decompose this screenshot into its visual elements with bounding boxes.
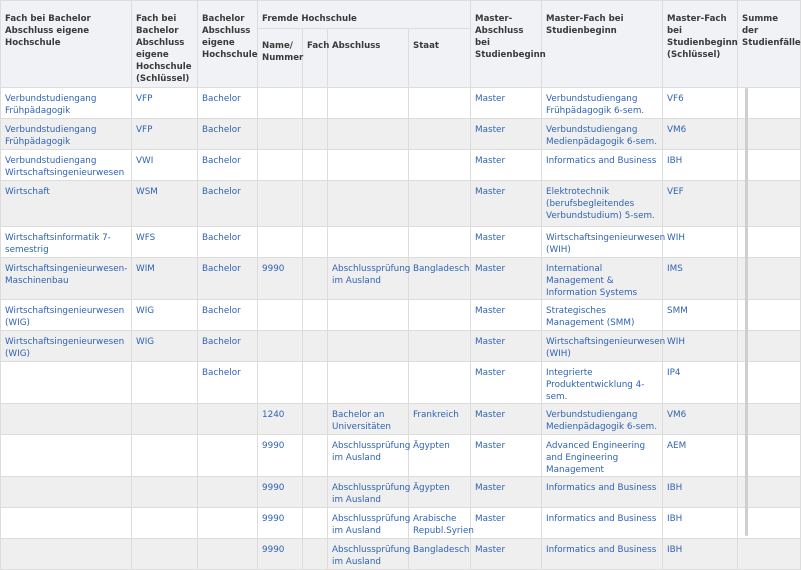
cell-fremde-fach [303,300,328,331]
cell-fach: Verbundstudiengang Frühpädagogik [1,88,132,119]
cell-master-fach: Informatics and Business [542,508,663,539]
cell-bachelor [198,539,258,570]
cell-master-abschluss: Master [471,435,542,477]
cell-fremde-staat [409,181,471,227]
table-row[interactable] [1,258,801,300]
cell-master-fach-schluessel: VM6 [663,119,738,150]
cell-bachelor: Bachelor [198,119,258,150]
cell-fremde-fach [303,88,328,119]
cell-master-abschluss: Master [471,539,542,570]
cell-fremde-name: 9990 [258,477,303,508]
cell-fach-schluessel [132,539,198,570]
cell-master-fach-schluessel: IP4 [663,362,738,404]
col-header-master-fach[interactable]: Master-Fach bei Studienbeginn [542,1,663,88]
cell-fach: Wirtschaftsingenieurwesen (WIG) [1,300,132,331]
cell-fach: Wirtschaft [1,181,132,227]
cell-master-abschluss: Master [471,88,542,119]
cell-fach-schluessel [132,404,198,435]
cell-fremde-staat [409,227,471,258]
cell-fremde-staat [409,300,471,331]
cell-master-fach: Informatics and Business [542,539,663,570]
cell-bachelor: Bachelor [198,181,258,227]
cell-master-abschluss: Master [471,331,542,362]
cell-master-fach-schluessel: AEM [663,435,738,477]
table-row[interactable] [1,227,801,258]
cell-fremde-name: 9990 [258,508,303,539]
cell-fach-schluessel: WSM [132,181,198,227]
cell-master-abschluss: Master [471,508,542,539]
cell-fach: Verbundstudiengang Frühpädagogik [1,119,132,150]
cell-fach [1,477,132,508]
cell-fach: Wirtschaftsingenieurwesen-Maschinenbau [1,258,132,300]
cell-fremde-staat [409,362,471,404]
cell-fach: Verbundstudiengang Wirtschaftsingenieurwesen [1,150,132,181]
cell-fremde-name: 1240 [258,404,303,435]
cell-master-abschluss: Master [471,258,542,300]
cell-fremde-name [258,362,303,404]
cell-fach-schluessel: WFS [132,227,198,258]
cell-fremde-fach [303,508,328,539]
cell-fremde-name [258,227,303,258]
table-header [1,1,801,88]
cell-master-fach: Informatics and Business [542,150,663,181]
cell-master-fach: Strategisches Management (SMM) [542,300,663,331]
cell-master-fach-schluessel: WIH [663,331,738,362]
table-row[interactable] [1,331,801,362]
cell-fach-schluessel: VWI [132,150,198,181]
cell-bachelor [198,508,258,539]
cell-bachelor [198,435,258,477]
cell-fremde-staat [409,88,471,119]
cell-master-fach-schluessel: WIH [663,227,738,258]
cell-fremde-fach [303,258,328,300]
table-row[interactable] [1,300,801,331]
col-header-fremde-fach[interactable]: Fach [303,29,328,88]
cell-fremde-fach [303,435,328,477]
cell-master-fach-schluessel: IBH [663,477,738,508]
cell-master-fach: Verbundstudiengang Medienpädagogik 6-sem. [542,119,663,150]
cell-fremde-abschluss: Abschlussprüfung im Ausland [328,258,409,300]
cell-fremde-name: 9990 [258,435,303,477]
cell-master-fach: Wirtschaftsingenieurwesen (WIH) [542,227,663,258]
cell-fremde-abschluss [328,300,409,331]
cell-master-abschluss: Master [471,227,542,258]
cell-master-abschluss: Master [471,300,542,331]
cell-fach: Wirtschaftsingenieurwesen (WIG) [1,331,132,362]
cell-fremde-name [258,331,303,362]
col-header-fach-schluessel[interactable]: Fach bei Bachelor Abschluss eigene Hochschule (Schlüssel) [132,1,198,88]
cell-fach-schluessel [132,362,198,404]
cell-fremde-abschluss [328,88,409,119]
cell-fach-schluessel: WIG [132,300,198,331]
cell-master-abschluss: Master [471,150,542,181]
col-group-fremde-hochschule: Fremde Hochschule [258,1,471,29]
cell-bachelor: Bachelor [198,300,258,331]
table-body [1,88,801,570]
cell-fach [1,435,132,477]
cell-master-fach: International Management & Information Systems [542,258,663,300]
cell-master-fach-schluessel: SMM [663,300,738,331]
cell-fremde-abschluss [328,227,409,258]
col-header-fach-bachelor[interactable]: Fach bei Bachelor Abschluss eigene Hochschule [1,1,132,88]
cell-summe [738,539,801,570]
cell-fremde-staat: Bangladesch [409,539,471,570]
cell-fremde-name [258,119,303,150]
table-row[interactable] [1,477,801,508]
cell-fremde-staat [409,119,471,150]
cell-master-fach: Advanced Engineering and Engineering Management [542,435,663,477]
cell-fach [1,508,132,539]
cell-master-abschluss: Master [471,181,542,227]
cell-bachelor: Bachelor [198,150,258,181]
cell-fremde-staat [409,331,471,362]
cell-fremde-fach [303,119,328,150]
col-header-master-fach-schluessel[interactable]: Master-Fach bei Studienbeginn (Schlüssel) [663,1,738,88]
cell-master-abschluss: Master [471,362,542,404]
cell-fach-schluessel: VFP [132,119,198,150]
cell-bachelor: Bachelor [198,258,258,300]
cell-bachelor: Bachelor [198,331,258,362]
cell-fremde-abschluss [328,331,409,362]
cell-fremde-abschluss: Abschlussprüfung im Ausland [328,539,409,570]
cell-fremde-name: 9990 [258,539,303,570]
table-row[interactable] [1,150,801,181]
cell-fremde-abschluss [328,119,409,150]
col-header-fremde-name[interactable]: Name/ Nummer [258,29,303,88]
table-row[interactable] [1,404,801,435]
cell-fremde-name [258,150,303,181]
table-row[interactable] [1,119,801,150]
col-header-fremde-staat[interactable]: Staat [409,29,471,88]
cell-master-fach-schluessel: IBH [663,539,738,570]
cell-fach-schluessel: VFP [132,88,198,119]
cell-fach-schluessel [132,435,198,477]
cell-fremde-fach [303,331,328,362]
cell-fach-schluessel [132,477,198,508]
col-header-fremde-abschluss[interactable]: Abschluss [328,29,409,88]
cell-master-fach: Verbundstudiengang Medienpädagogik 6-sem. [542,404,663,435]
cell-fremde-staat [409,150,471,181]
cell-bachelor: Bachelor [198,362,258,404]
cell-fremde-fach [303,181,328,227]
cell-master-fach: Wirtschaftsingenieurwesen (WIH) [542,331,663,362]
vertical-scrollbar[interactable] [745,88,748,536]
cell-fremde-abschluss [328,181,409,227]
cell-fremde-name [258,88,303,119]
cell-fremde-name [258,181,303,227]
cell-master-fach: Elektrotechnik (berufsbegleitendes Verbundstudium) 5-sem. [542,181,663,227]
col-header-bachelor-eigene[interactable]: Bachelor Abschluss eigene Hochschule [198,1,258,88]
cell-master-fach: Informatics and Business [542,477,663,508]
cell-fremde-fach [303,477,328,508]
cell-fremde-abschluss [328,362,409,404]
cell-fremde-name [258,300,303,331]
cell-fremde-fach [303,539,328,570]
cell-master-abschluss: Master [471,404,542,435]
cell-master-fach: Integrierte Produktentwicklung 4-sem. [542,362,663,404]
cell-fremde-staat: Arabische Republ.Syrien [409,508,471,539]
cell-bachelor [198,477,258,508]
table-row[interactable] [1,508,801,539]
cell-fach-schluessel: WIM [132,258,198,300]
cell-bachelor: Bachelor [198,227,258,258]
cell-fremde-staat: Frankreich [409,404,471,435]
cell-master-fach-schluessel: IMS [663,258,738,300]
cell-master-fach-schluessel: IBH [663,150,738,181]
cell-master-fach-schluessel: IBH [663,508,738,539]
cell-bachelor: Bachelor [198,88,258,119]
cell-fremde-abschluss: Bachelor an Universitäten [328,404,409,435]
cell-fremde-staat: Bangladesch [409,258,471,300]
cell-master-fach-schluessel: VF6 [663,88,738,119]
cell-fremde-abschluss: Abschlussprüfung im Ausland [328,435,409,477]
col-header-summe[interactable]: Summe der Studienfälle [738,1,801,88]
cell-fremde-fach [303,227,328,258]
cell-fach [1,404,132,435]
table-row[interactable] [1,435,801,477]
cell-fremde-fach [303,150,328,181]
cell-master-fach-schluessel: VEF [663,181,738,227]
cell-fach [1,362,132,404]
table-row[interactable] [1,181,801,227]
cell-master-fach-schluessel: VM6 [663,404,738,435]
col-header-master-abschluss[interactable]: Master-Abschluss bei Studienbeginn [471,1,542,88]
cell-fremde-abschluss: Abschlussprüfung im Ausland [328,477,409,508]
cell-fach [1,539,132,570]
cell-fremde-staat: Ägypten [409,477,471,508]
cell-fremde-fach [303,404,328,435]
cell-bachelor [198,404,258,435]
cell-fremde-fach [303,362,328,404]
cell-fremde-abschluss [328,150,409,181]
cell-fach: Wirtschaftsinformatik 7-semestrig [1,227,132,258]
cell-fremde-staat: Ägypten [409,435,471,477]
table-row[interactable] [1,362,801,404]
table-row[interactable] [1,539,801,570]
cell-master-abschluss: Master [471,119,542,150]
cell-fremde-name: 9990 [258,258,303,300]
cell-fach-schluessel [132,508,198,539]
cell-master-abschluss: Master [471,477,542,508]
cell-fach-schluessel: WIG [132,331,198,362]
cell-fremde-abschluss: Abschlussprüfung im Ausland [328,508,409,539]
cell-master-fach: Verbundstudiengang Frühpädagogik 6-sem. [542,88,663,119]
table-row[interactable] [1,88,801,119]
